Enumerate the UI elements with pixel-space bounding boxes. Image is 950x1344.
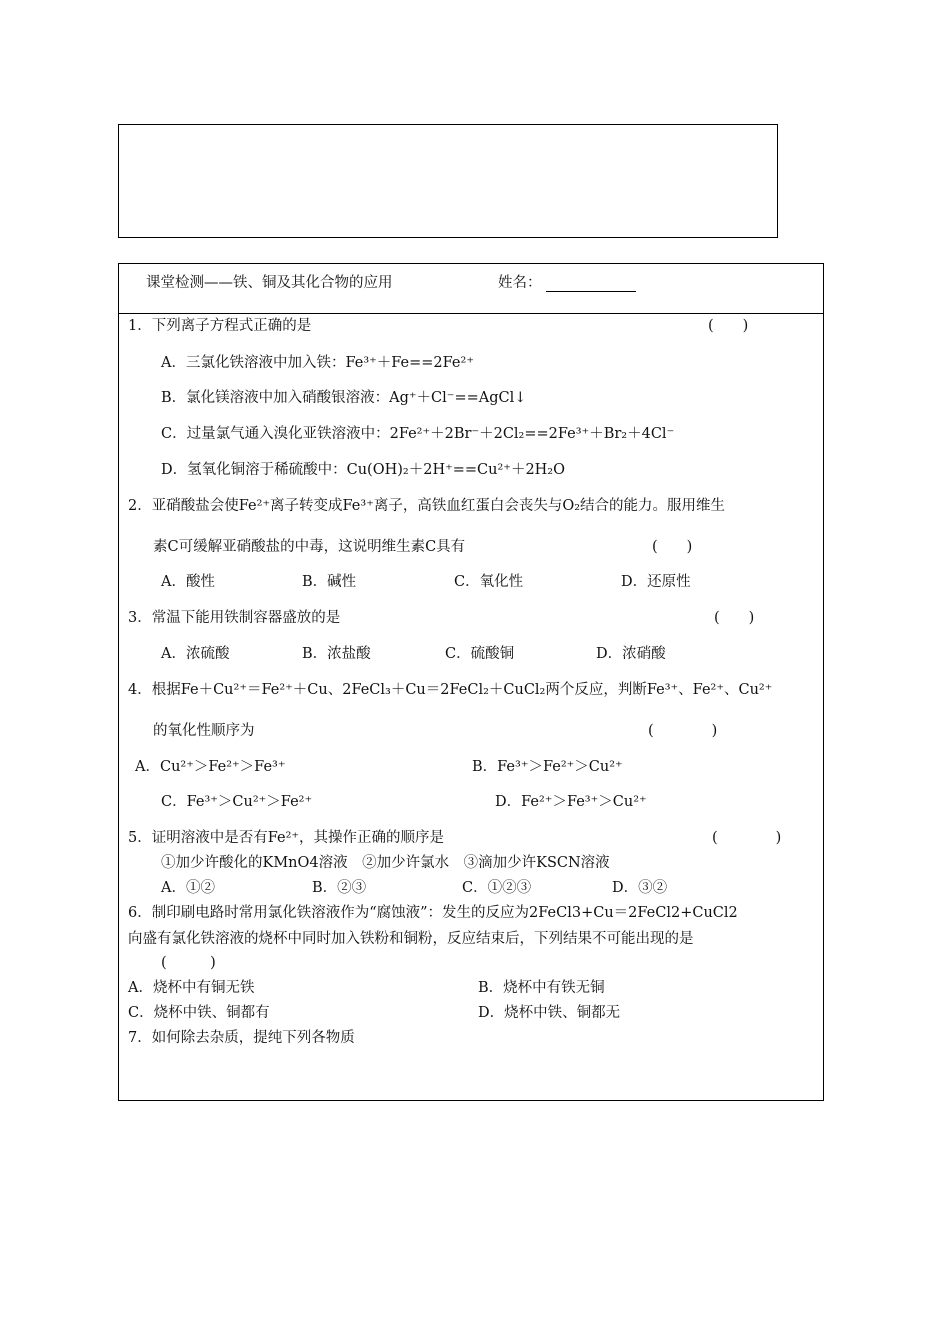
q1-option-a: A．三氯化铁溶液中加入铁：Fe³⁺＋Fe==2Fe²⁺ — [161, 355, 474, 371]
q6-option-b: B．烧杯中有铁无铜 — [478, 980, 605, 996]
q6-option-d: D．烧杯中铁、铜都无 — [478, 1005, 621, 1021]
q5-operations: ①加少许酸化的KMnO4溶液 ②加少许氯水 ③滴加少许KSCN溶液 — [161, 855, 610, 871]
q1-option-b: B．氯化镁溶液中加入硝酸银溶液：Ag⁺＋Cl⁻==AgCl↓ — [161, 390, 527, 406]
q7-stem: 7．如何除去杂质，提纯下列各物质 — [128, 1030, 355, 1046]
name-blank[interactable] — [546, 277, 636, 292]
q4-option-c: C．Fe³⁺＞Cu²⁺＞Fe²⁺ — [161, 794, 313, 810]
q5-stem: 5．证明溶液中是否有Fe²⁺，其操作正确的顺序是 — [128, 830, 445, 846]
q2-option-a: A．酸性 — [161, 574, 215, 590]
q2-stem-line2: 素C可缓解亚硝酸盐的中毒，这说明维生素C具有 — [153, 539, 466, 555]
q4-option-a: A．Cu²⁺＞Fe²⁺＞Fe³⁺ — [135, 759, 286, 775]
q3-option-d: D．浓硝酸 — [596, 646, 666, 662]
q5-option-b: B．②③ — [312, 880, 367, 896]
q5-answer-paren: ( ) — [712, 830, 782, 846]
q2-answer-paren: ( ) — [652, 539, 693, 555]
q6-answer-paren: ( ) — [161, 955, 216, 971]
quiz-panel — [118, 263, 824, 1101]
q2-option-c: C．氧化性 — [454, 574, 524, 590]
q4-stem-line2: 的氧化性顺序为 — [153, 723, 255, 739]
quiz-title: 课堂检测——铁、铜及其化合物的应用 — [146, 275, 393, 291]
q2-option-d: D．还原性 — [621, 574, 691, 590]
q5-option-a: A．①② — [161, 880, 215, 896]
q2-option-b: B．碱性 — [302, 574, 357, 590]
header-divider — [119, 313, 823, 314]
q1-option-d: D．氢氧化铜溶于稀硫酸中：Cu(OH)₂＋2H⁺==Cu²⁺＋2H₂O — [161, 462, 566, 478]
q4-option-d: D．Fe²⁺＞Fe³⁺＞Cu²⁺ — [495, 794, 647, 810]
q3-option-b: B．浓盐酸 — [302, 646, 371, 662]
q4-answer-paren: ( ) — [648, 723, 718, 739]
q5-option-d: D．③② — [612, 880, 668, 896]
q6-option-c: C．烧杯中铁、铜都有 — [128, 1005, 270, 1021]
name-field[interactable] — [498, 274, 636, 292]
q1-stem: 1．下列离子方程式正确的是 — [128, 318, 312, 334]
q1-answer-paren: ( ) — [708, 318, 749, 334]
q4-stem-line1: 4．根据Fe＋Cu²⁺＝Fe²⁺＋Cu、2FeCl₃＋Cu＝2FeCl₂＋CuCl₂两个反应，判断Fe³⁺、Fe²⁺、Cu²⁺ — [128, 682, 773, 698]
q2-stem-line1: 2．亚硝酸盐会使Fe²⁺离子转变成Fe³⁺离子，高铁血红蛋白会丧失与O₂结合的能力。服用维生 — [128, 498, 726, 514]
name-label: 姓名： — [498, 275, 542, 291]
q6-stem-line2: 向盛有氯化铁溶液的烧杯中同时加入铁粉和铜粉，反应结束后，下列结果不可能出现的是 — [128, 931, 694, 947]
q6-option-a: A．烧杯中有铜无铁 — [128, 980, 255, 996]
q3-stem: 3．常温下能用铁制容器盛放的是 — [128, 610, 341, 626]
q5-option-c: C．①②③ — [462, 880, 532, 896]
q3-option-c: C．硫酸铜 — [445, 646, 515, 662]
q4-option-b: B．Fe³⁺＞Fe²⁺＞Cu²⁺ — [472, 759, 623, 775]
q1-option-c: C．过量氯气通入溴化亚铁溶液中：2Fe²⁺＋2Br⁻＋2Cl₂==2Fe³⁺＋Br₂＋4Cl⁻ — [161, 426, 675, 442]
q6-stem-line1: 6．制印刷电路时常用氯化铁溶液作为“腐蚀液”：发生的反应为2FeCl3+Cu＝2FeCl2+CuCl2 — [128, 905, 738, 921]
q3-option-a: A．浓硫酸 — [161, 646, 230, 662]
q3-answer-paren: ( ) — [714, 610, 755, 626]
empty-answer-box — [118, 124, 778, 238]
